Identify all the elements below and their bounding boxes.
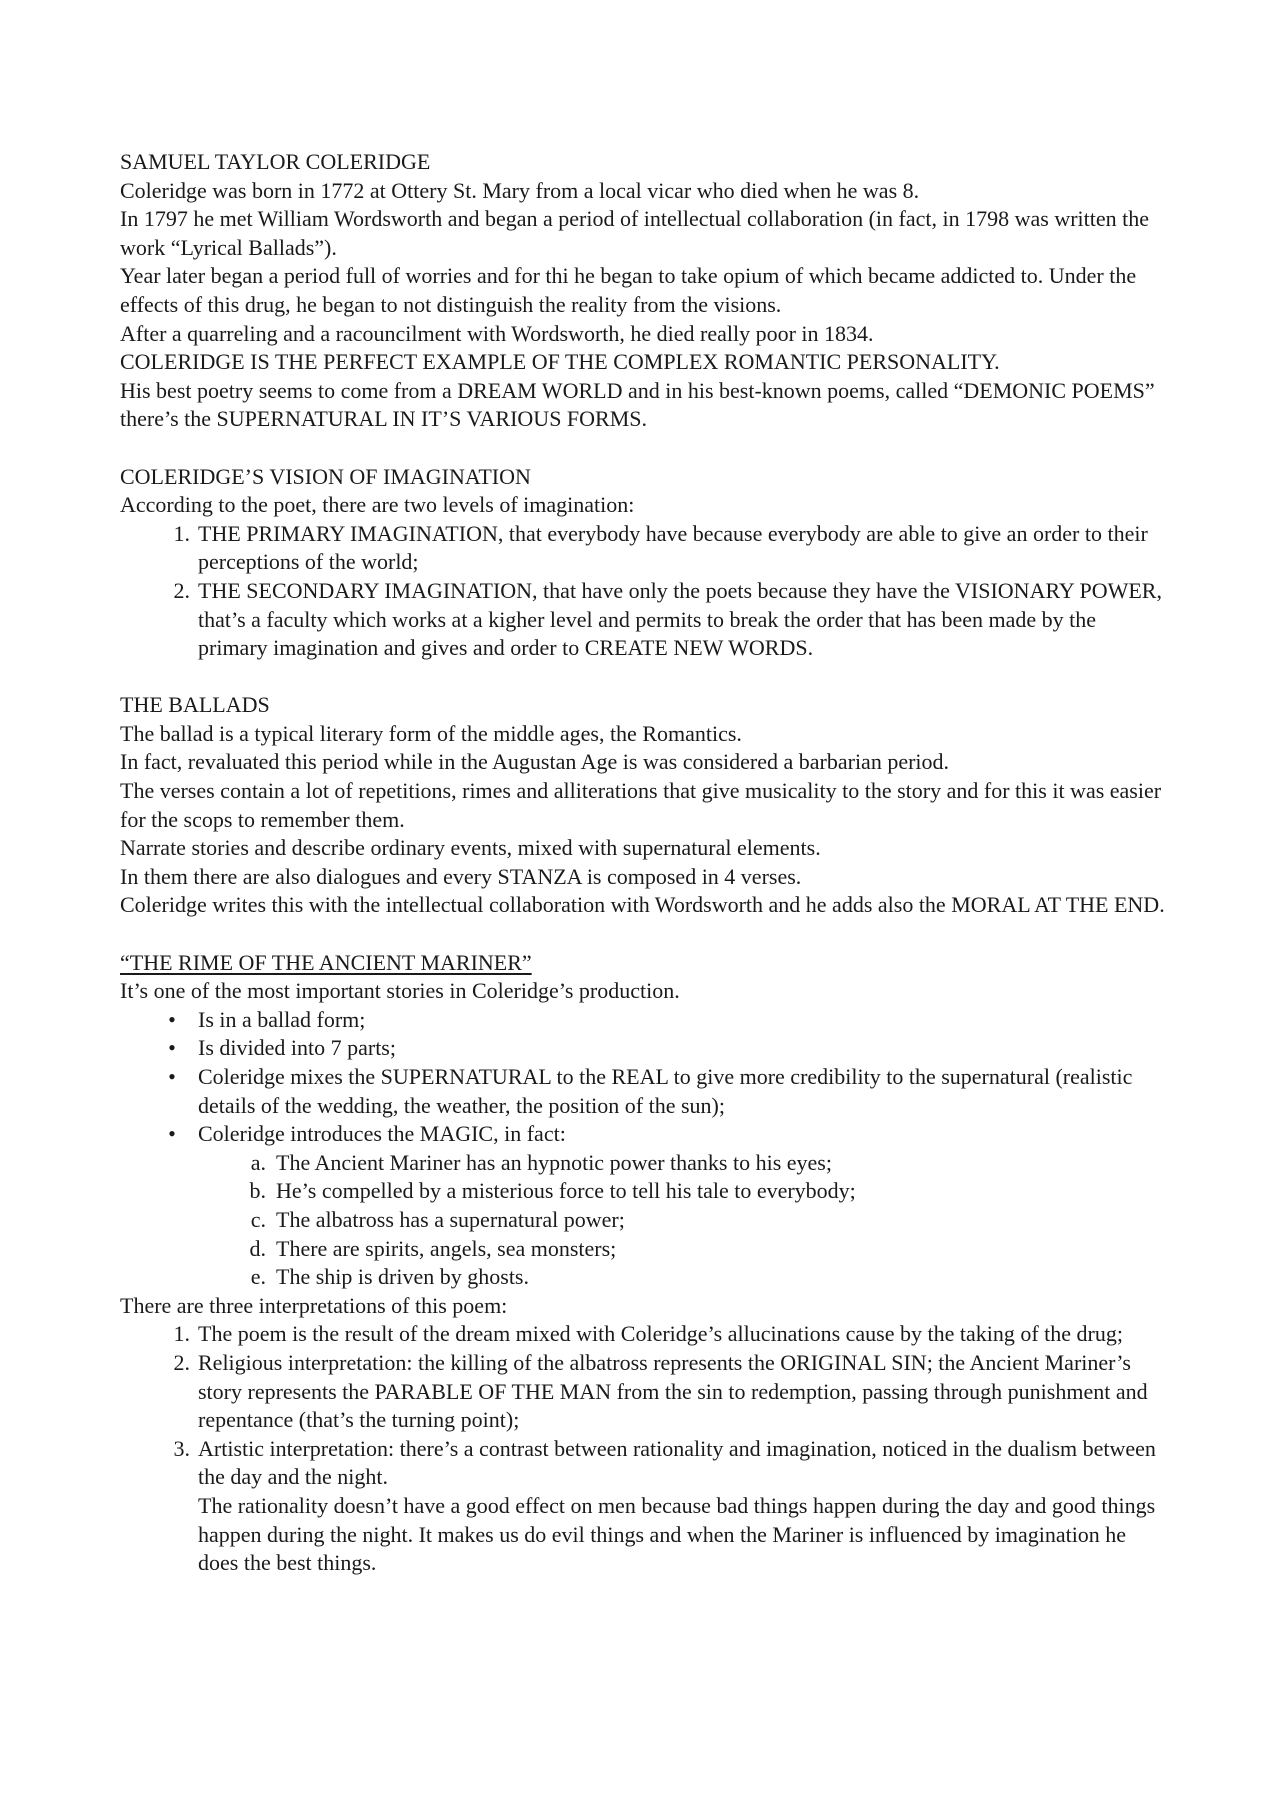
- list-item: [120, 1034, 1170, 1063]
- paragraph: Coleridge writes this with the intellectual collaboration with Wordsworth and he adds also the MORAL AT THE END.: [120, 892, 1165, 918]
- document-page: [120, 148, 1170, 1578]
- list-item-text: THE SECONDARY IMAGINATION, that have only the poets because they have the VISIONARY POWER, that’s a faculty which works at a kigher level and permits to break the order that has been made by the primary imagination and gives and order to CREATE NEW WORDS.: [198, 577, 1162, 661]
- section-title-coleridge: SAMUEL TAYLOR COLERIDGE: [120, 149, 431, 174]
- paragraph: In them there are also dialogues and every STANZA is composed in 4 verses.: [120, 863, 802, 889]
- magic-sublist: [120, 1149, 1170, 1292]
- list-item: [120, 1006, 1170, 1035]
- paragraph: In fact, revaluated this period while in the Augustan Age is was considered a barbarian period.: [120, 749, 950, 775]
- imagination-list: [120, 520, 1170, 663]
- list-item-text: The Ancient Mariner has an hypnotic power thanks to his eyes;: [276, 1149, 832, 1175]
- list-item: [120, 520, 1170, 577]
- list-item-text: Artistic interpretation: there’s a contrast between rationality and imagination, noticed in the dualism between the day and the night.: [198, 1435, 1156, 1490]
- paragraph: The verses contain a lot of repetitions, rimes and alliterations that give musicality to the story and for this it was easier for the scops to remember them.: [120, 778, 1162, 832]
- spacer: [120, 663, 1170, 692]
- list-marker: 2.: [173, 1349, 190, 1375]
- paragraph: According to the poet, there are two levels of imagination:: [120, 492, 635, 518]
- list-item-text: THE PRIMARY IMAGINATION, that everybody have because everybody are able to give an order to their perceptions of the world;: [198, 520, 1148, 575]
- list-marker: a.: [250, 1149, 266, 1175]
- list-marker: b.: [249, 1178, 266, 1204]
- interpretations-list: [120, 1320, 1170, 1577]
- list-item: [120, 1177, 1170, 1206]
- list-item: [120, 1349, 1170, 1435]
- list-item-text: Is divided into 7 parts;: [198, 1035, 396, 1061]
- paragraph: In 1797 he met William Wordsworth and began a period of intellectual collaboration (in fact, in 1798 was written the work “Lyrical Ballads”).: [120, 206, 1150, 260]
- section-title-imagination: COLERIDGE’S VISION OF IMAGINATION: [120, 463, 531, 489]
- paragraph: It’s one of the most important stories in Coleridge’s production.: [120, 978, 680, 1004]
- list-item: [120, 1435, 1170, 1578]
- list-marker: d.: [249, 1235, 266, 1261]
- list-item: [120, 1149, 1170, 1178]
- list-marker: c.: [250, 1206, 266, 1232]
- list-marker: 2.: [173, 577, 190, 603]
- bullet-marker: •: [168, 1121, 176, 1147]
- bullet-list: [120, 1006, 1170, 1149]
- paragraph: There are three interpretations of this poem:: [120, 1292, 508, 1318]
- paragraph: Year later began a period full of worries and for thi he began to take opium of which became addicted to. Under the effects of this drug, he began to not distinguish the reality from the visions.: [120, 263, 1137, 317]
- list-marker: 1.: [173, 1321, 190, 1347]
- list-item: [120, 1120, 1170, 1149]
- list-item: [120, 1063, 1170, 1120]
- section-title-ballads: THE BALLADS: [120, 692, 270, 718]
- list-item: [120, 1235, 1170, 1264]
- paragraph: The ballad is a typical literary form of the middle ages, the Romantics.: [120, 720, 742, 746]
- list-item: [120, 577, 1170, 663]
- list-item-text: He’s compelled by a misterious force to tell his tale to everybody;: [276, 1178, 856, 1204]
- spacer: [120, 920, 1170, 949]
- list-marker: 1.: [173, 520, 190, 546]
- list-item-text: There are spirits, angels, sea monsters;: [276, 1235, 617, 1261]
- bullet-marker: •: [168, 1006, 176, 1032]
- paragraph: Coleridge was born in 1772 at Ottery St. Mary from a local vicar who died when he was 8.: [120, 177, 920, 203]
- list-marker: e.: [250, 1264, 266, 1290]
- paragraph: COLERIDGE IS THE PERFECT EXAMPLE OF THE COMPLEX ROMANTIC PERSONALITY.: [120, 349, 1000, 375]
- bullet-marker: •: [168, 1035, 176, 1061]
- paragraph: After a quarreling and a racouncilment with Wordsworth, he died really poor in 1834.: [120, 320, 874, 346]
- list-item-text: Religious interpretation: the killing of the albatross represents the ORIGINAL SIN; the Ancient Mariner’s story represents the PARABLE OF THE MAN from the sin to redemption, passing through punishment and repentance (that’s the turning point);: [198, 1349, 1148, 1433]
- section-title-ancient-mariner: “THE RIME OF THE ANCIENT MARINER”: [120, 949, 532, 975]
- list-item: [120, 1320, 1170, 1349]
- list-item-text: Coleridge mixes the SUPERNATURAL to the REAL to give more credibility to the supernatural (realistic details of the wedding, the weather, the position of the sun);: [198, 1064, 1133, 1118]
- list-item-text: The ship is driven by ghosts.: [276, 1264, 529, 1290]
- paragraph: Narrate stories and describe ordinary events, mixed with supernatural elements.: [120, 835, 821, 861]
- list-item-text: The poem is the result of the dream mixed with Coleridge’s allucinations cause by the taking of the drug;: [198, 1321, 1123, 1347]
- list-item: [120, 1263, 1170, 1292]
- spacer: [120, 434, 1170, 463]
- paragraph: His best poetry seems to come from a DREAM WORLD and in his best-known poems, called “DEMONIC POEMS” there’s the SUPERNATURAL IN IT’S VARIOUS FORMS.: [120, 377, 1155, 432]
- list-item: [120, 1206, 1170, 1235]
- list-item-text: Is in a ballad form;: [198, 1006, 366, 1032]
- list-item-continuation: The rationality doesn’t have a good effect on men because bad things happen during the day and good things happen during the night. It makes us do evil things and when the Mariner is influenced by imagination he does the best things.: [198, 1492, 1156, 1576]
- list-item-text: The albatross has a supernatural power;: [276, 1206, 625, 1232]
- list-marker: 3.: [173, 1435, 190, 1461]
- list-item-text: Coleridge introduces the MAGIC, in fact:: [198, 1121, 566, 1147]
- bullet-marker: •: [168, 1064, 176, 1089]
